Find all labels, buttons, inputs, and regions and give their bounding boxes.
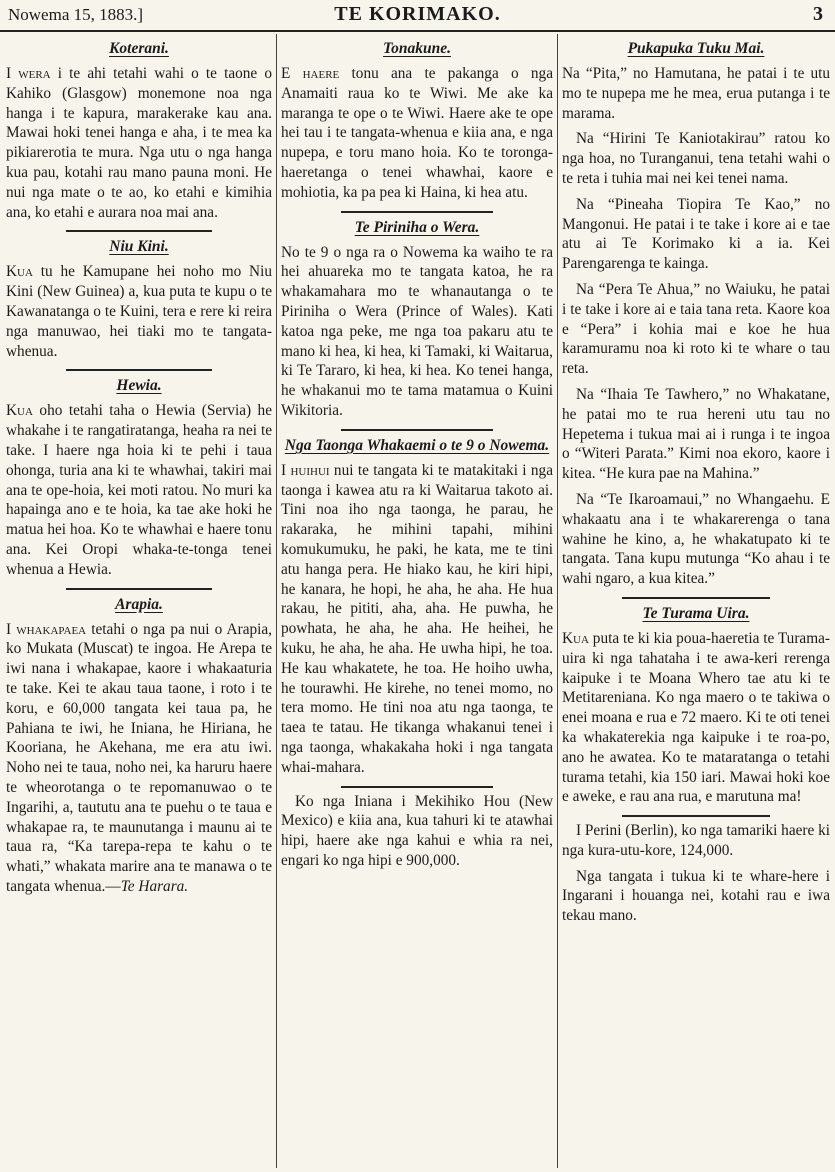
article-heading: Pukapuka Tuku Mai.	[627, 40, 765, 57]
article-paragraph	[562, 629, 830, 807]
article-notes	[562, 821, 830, 926]
article-nga-taonga	[281, 437, 553, 778]
article-pukapuka-tuku-mai	[562, 40, 830, 589]
article-tonakune	[281, 40, 553, 203]
lead-words: I wera	[6, 65, 51, 82]
left-column	[6, 34, 272, 1168]
article-piriniha-o-wera	[281, 219, 553, 421]
article-koterani	[6, 40, 272, 222]
article-heading: Koterani.	[109, 40, 169, 57]
section-divider	[66, 369, 212, 371]
section-divider	[66, 230, 212, 232]
news-note: I Perini (Berlin), ko nga tamariki haere ki nga kura-utu-kore, 124,000.	[562, 822, 830, 859]
article-mekihiko-hou	[281, 792, 553, 871]
article-paragraph	[6, 64, 272, 222]
lead-words: Kua	[562, 629, 589, 647]
column-rule	[276, 34, 277, 1168]
article-heading: Nga Taonga Whakaemi o te 9 o Nowema.	[284, 436, 550, 454]
lead-words: I whakapaea	[6, 620, 87, 638]
article-heading: Hewia.	[116, 377, 162, 395]
column-rule	[557, 34, 558, 1168]
article-heading: Te Piriniha o Wera.	[354, 218, 480, 236]
article-paragraph	[6, 262, 272, 361]
article-paragraph	[6, 620, 272, 897]
lead-words: Kua	[6, 402, 33, 420]
middle-column	[281, 34, 553, 1168]
section-divider	[66, 588, 212, 590]
newspaper-title: TE KORIMAKO.	[334, 3, 501, 25]
paragraph-text: tetahi o nga pa nui o Arapia, ko Mukata (Muscat) te ingoa. He Arepa te iwi nana i whakapae, kaore i whakaaturia te take. Kei te akau taua taone, i roto i te koru, e 60,000 tangata kei taua pa, he Pahiana te iwi, he Iniana, he Hiriana, he Kooriana, he Akehana, me era atu iwi. Noho nei te taua, noho nei, ka haruru haere te wheorotanga o te repomanuwao o te Ingarihi, a, taututu ana te puehu o te taua e whakapae ra, te maunutanga i maunu ai te taua ra, “Ka tarepa-repa te kahu o te whati,” whakata marire ana te manawa o te tangata whenua.—	[6, 620, 272, 895]
article-heading: Arapia.	[115, 595, 163, 613]
paragraph-text: puta te ki kia poua-haeretia te Turama-uira ki nga tahataha i te awa-keri rerenga kaipuke i te Moana Whero tae atu ki te Metitareniana. Ko nga maero o te takiwa o enei moana e rua e 72 maero. Ki te oti tenei ka whakaterekia nga kaipuke i te roa-po, ano he awatea. Ko te mataratanga o tetahi turama tetahi, kia 150 iari. Mawai hoki koe e aweke, e rau ana rua, e marutuna ma!	[562, 629, 830, 806]
issue-date: Nowema 15, 1883.]	[8, 5, 144, 24]
paragraph-text: tonu ana te pakanga o nga Anamaiti raua ko te Wiwi. Me ake ka maranga te ope o te Wiwi. Haere ake te ope hei tau i te tangata-whenua e kiia ana, e nga nupepa, e toru mano hoia. Ko te toronga-haeretanga o tenei whawhai, kaore e mohiotia, ka pa pea ki Haina, ki hea atu.	[281, 65, 553, 201]
letter-note: Na “Pineaha Tiopira Te Kao,” no Mangonui. He patai i te take i kore ai e tae atu ai Te Korimako ki a ia. Kei Parengarenga te kainga.	[562, 195, 830, 273]
article-heading: Te Turama Uira.	[642, 604, 750, 622]
article-paragraph: No te 9 o nga ra o Nowema ka waiho te ra hei ahuareka mo te tangata katoa, he ra whakamahara mo te whanautanga o te Piriniha o Wera (Prince of Wales). Kati katoa nga peke, me nga toa pakaru atu te mano ki hea, ki hea, ki Tamaki, ki Waitarua, ki Te Tararo, ki hea, ki hea. Ko tenei hanga, he whakanui mo te tama matamua o Kuini Wikitoria.	[281, 243, 553, 419]
letter-note: Na “Pera Te Ahua,” no Waiuku, he patai i te take i kore ai e taia tana reta. Kaore koa e “Pera” i kohia mai e koe he hua karamuramu noa ki roto ki te whare o tau reta.	[562, 280, 830, 378]
article-hewia	[6, 377, 272, 579]
page-number: 3	[813, 3, 823, 25]
article-paragraph	[6, 401, 272, 579]
article-paragraph	[281, 461, 553, 778]
paragraph-text: nui te tangata ki te matakitaki i nga taonga i kawea atu ra ki Waitarua takoto ai. Tini noa iho nga taonga, he parau, he rakaraka, he mihini tapahi, mihini komukumuku, he paki, he kata, me te tini atu hanga pera. He hiako kau, he kiri hipi, he kanara, he hopi, he aha, he aha. He hua rakau, he pititi, aha, aha. He puwha, he powhata, he aha, he aha. He heihei, he kuku, he aha, he aha. He uwha hipi, he toa. He kau whakatete, he toa. He hoiho uwha, he tourawhi. He kirehe, no tenei momo, no tera momo. He tini noa atu nga taonga, te taea te tatau. He tikanga whakanui tenei i nga taonga, whakakaha hoki i nga tangata whai-mahara.	[281, 461, 553, 776]
lead-words: I huihui	[281, 461, 330, 479]
section-divider	[341, 211, 493, 213]
letter-note: Na “Ihaia Te Tawhero,” no Whakatane, he patai mo te rua hereni utu tau no Hepetema i tukua mai ai i runga i te ingoa o “Witeri Parata.” Kimi noa ekoro, kaore i kitea. “He kura pae na Mahina.”	[562, 385, 830, 483]
article-paragraph: Ko nga Iniana i Mekihiko Hou (New Mexico) e kiia ana, kua tahuri ki te atawhai hipi, haere ake nga kahui e whia ra nei, engari ko nga hipi e 900,000.	[281, 792, 553, 869]
article-te-turama-uira	[562, 605, 830, 807]
section-divider	[341, 429, 493, 431]
news-note: Nga tangata i tukua ki te whare-here i Ingarani i houanga nei, kotahi rau e iwa tekau mano.	[562, 867, 830, 925]
article-heading: Tonakune.	[383, 40, 451, 57]
letter-note: Na “Pita,” no Hamutana, he patai i te utu mo te nupepa me he mea, erua putanga i te marama.	[562, 65, 830, 122]
paragraph-text: tu he Kamupane hei noho mo Niu Kini (New Guinea) a, kua puta te kupu o te Kawanatanga o te Kuini, tera e rere ki reira nga manuwao, hei tiaki mo te tangata-whenua.	[6, 263, 272, 360]
lead-words: E haere	[281, 65, 340, 82]
lead-words: Kua	[6, 263, 33, 281]
article-niu-kini	[6, 238, 272, 361]
letter-note: Na “Hirini Te Kaniotakirau” ratou ko nga hoa, no Turanganui, tena tetahi wahi o te reta i tuhia mai nei kei tenei nama.	[562, 130, 830, 187]
source-credit: Te Harara.	[120, 877, 189, 895]
right-column	[562, 34, 830, 1168]
section-divider	[341, 786, 493, 788]
paragraph-text: oho tetahi taha o Hewia (Servia) he whakahe i te rangatiratanga, heaha ra nei te take. I haere nga hoia ki te pehi i taua ohonga, turia ana ki te whawhai, takiri mai ana te ope-hoia, kei moti ratou. No muri ka hapainga ano e te hoia, ka tae ake hoki he matua hei hoa. Ko te whawhai e haere tonu ana. Kei Oropi whaka-te-tonga tenei whenua a Hewia.	[6, 402, 272, 578]
article-paragraph	[281, 64, 553, 203]
letter-note: Na “Te Ikaroamaui,” no Whangaehu. E whakaatu ana i te whakarerenga o tana wahine he kino, a, he whakatupato ki te tangata. Tana kupu mutunga “Ko ahau i te wahi ngaro, a kua kitea.”	[562, 490, 830, 588]
article-heading: Niu Kini.	[109, 238, 169, 256]
section-divider	[622, 597, 770, 599]
paragraph-text: i te ahi tetahi wahi o te taone o Kahiko (Glasgow) monemone noa nga hanga i te kapura, marakerake kau ana. Mawai hoki tenei hanga e aha, i te mea ka pikiarerotia te mura. Nga utu o nga hanga kua pau, kotahi rau mano pauna moni. He nui nga mate o te ao, ko etahi e kimihia ana, ko etahi e aurara noa mai ana.	[6, 65, 272, 221]
masthead	[0, 0, 835, 32]
section-divider	[622, 815, 770, 817]
article-arapia	[6, 596, 272, 897]
